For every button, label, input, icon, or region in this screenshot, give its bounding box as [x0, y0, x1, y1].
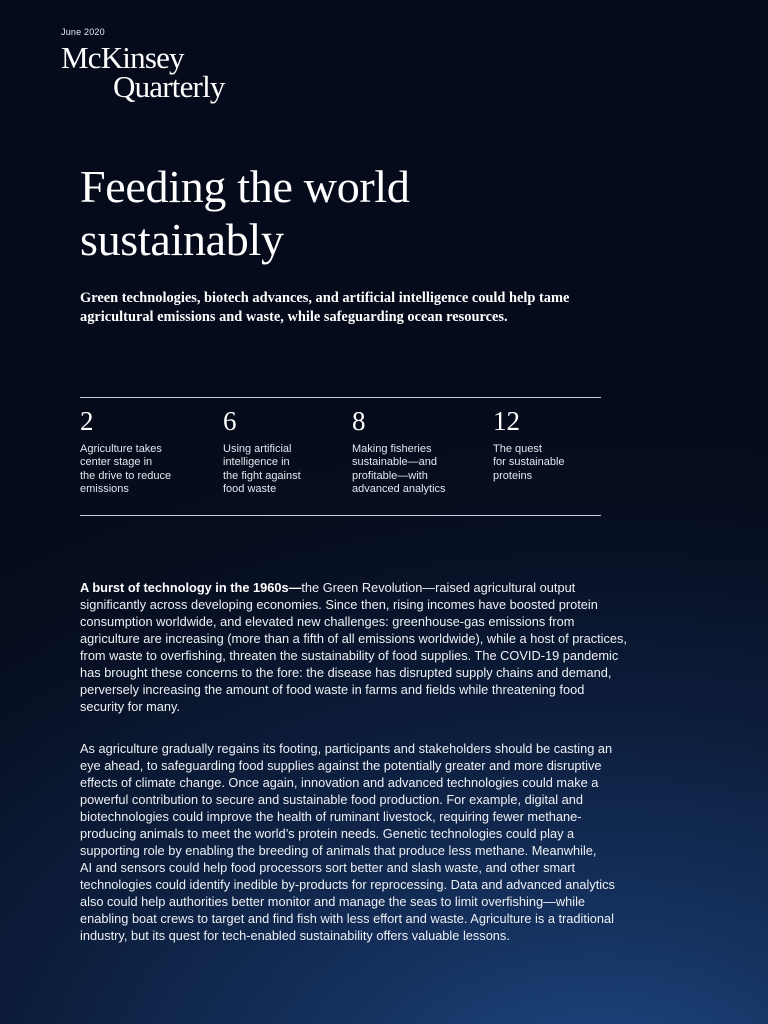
- brand-logo: [61, 40, 225, 104]
- body-line: the Green Revolution—raised agricultural output: [301, 580, 576, 595]
- body-line: biotechnologies could improve the health of ruminant livestock, requiring fewer methane-: [80, 809, 582, 824]
- toc-item-agriculture-emissions[interactable]: [80, 406, 171, 496]
- body-line: technologies could identify inedible by-products for reprocessing. Data and advanced analytics: [80, 877, 615, 892]
- toc-desc-line: Using artificial: [223, 443, 292, 455]
- body-line: has brought these concerns to the fore: the disease has disrupted supply chains and demand,: [80, 665, 612, 680]
- body-line: AI and sensors could help food processors sort better and slash waste, and other smart: [80, 860, 576, 875]
- toc-description: [352, 443, 446, 496]
- body-paragraph-2: [80, 740, 700, 944]
- body-line: from waste to overfishing, threaten the sustainability of food supplies. The COVID-19 pandemic: [80, 648, 619, 663]
- toc-page-number: 2: [80, 406, 94, 436]
- toc-desc-line: the drive to reduce: [80, 469, 172, 482]
- toc-desc-line: proteins: [493, 469, 533, 482]
- title-line-1: Feeding the world: [80, 161, 410, 212]
- toc-description: [493, 443, 565, 483]
- body-line: effects of climate change. Once again, innovation and advanced technologies could make a: [80, 775, 599, 790]
- title-line-2: sustainably: [80, 214, 284, 265]
- body-line: consumption worldwide, and elevated new challenges: greenhouse-gas emissions from: [80, 614, 575, 629]
- body-line: industry, but its quest for tech-enabled sustainability offers valuable lessons.: [80, 928, 510, 943]
- toc-desc-line: intelligence in: [223, 456, 290, 469]
- paragraph-lead-in: A burst of technology in the 1960s—: [80, 580, 302, 595]
- subtitle-line-1: Green technologies, biotech advances, and artificial intelligence could help tame: [80, 290, 570, 306]
- toc-desc-line: Agriculture takes: [80, 443, 162, 455]
- body-line: security for many.: [80, 699, 181, 714]
- toc-desc-line: Making fisheries: [352, 443, 432, 455]
- body-line: also could help authorities better monitor and manage the seas to limit overfishing—while: [80, 894, 586, 909]
- toc-description: [223, 443, 301, 496]
- subtitle-line-2: agricultural emissions and waste, while safeguarding ocean resources.: [80, 309, 508, 325]
- toc-page-number: 12: [493, 406, 520, 436]
- publication-date: June 2020: [61, 27, 105, 37]
- toc-desc-line: emissions: [80, 482, 129, 495]
- toc-description: [80, 443, 171, 496]
- body-line: enabling boat crews to target and find fish with less effort and waste. Agriculture is a traditional: [80, 911, 614, 926]
- body-line: powerful contribution to secure and sustainable food production. For example, digital and: [80, 792, 583, 807]
- body-line: producing animals to meet the world’s protein needs. Genetic technologies could play a: [80, 826, 575, 841]
- toc-page-number: 6: [223, 406, 237, 436]
- toc-page-number: 8: [352, 406, 366, 436]
- toc-desc-line: for sustainable: [493, 456, 565, 469]
- body-line: perversely increasing the amount of food waste in farms and fields while threatening food: [80, 682, 585, 697]
- toc-desc-line: food waste: [223, 482, 277, 495]
- toc-desc-line: profitable—with: [352, 469, 428, 482]
- body-line: eye ahead, to safeguarding food supplies against the potentially greater and more disruptive: [80, 758, 602, 773]
- toc-item-sustainable-proteins[interactable]: [493, 406, 565, 483]
- toc-item-sustainable-fisheries[interactable]: [352, 406, 446, 496]
- brand-name-line-2: Quarterly: [113, 69, 225, 104]
- toc-item-ai-food-waste[interactable]: [223, 406, 301, 496]
- toc-desc-line: advanced analytics: [352, 482, 446, 495]
- toc-desc-line: The quest: [493, 443, 542, 455]
- toc-desc-line: center stage in: [80, 456, 153, 469]
- body-line: agriculture are increasing (more than a fifth of all emissions worldwide), while a host of practices,: [80, 631, 627, 646]
- toc-desc-line: the fight against: [223, 469, 301, 482]
- body-line: As agriculture gradually regains its footing, participants and stakeholders should be casting an: [80, 741, 613, 756]
- brand-name-line-1: McKinsey: [61, 40, 184, 75]
- table-of-contents: [80, 397, 601, 516]
- article-subtitle: [80, 289, 690, 327]
- article-title: [80, 160, 680, 266]
- body-line: significantly across developing economies. Since then, rising incomes have boosted protein: [80, 597, 598, 612]
- toc-desc-line: sustainable—and: [352, 456, 438, 469]
- body-line: supporting role by enabling the breeding of animals that produce less methane. Meanwhile,: [80, 843, 597, 858]
- body-paragraph-1: [80, 579, 700, 715]
